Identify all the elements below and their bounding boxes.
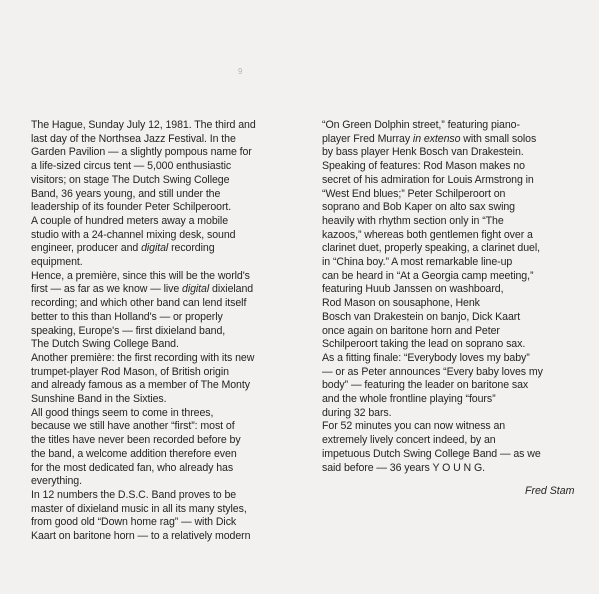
text-line [31, 283, 321, 297]
text-run: better to this than Holland's — or properly [31, 310, 223, 323]
italic-text: digital [182, 283, 210, 296]
text-line [322, 379, 597, 393]
text-run: The Dutch Swing College Band. [31, 338, 179, 351]
text-line [31, 420, 321, 434]
text-line [322, 119, 597, 133]
text-run: in “China boy.” A most remarkable line-up [322, 256, 513, 269]
text-run: speaking, Europe's — first dixieland band, [31, 324, 226, 337]
text-run: player Fred Murray [322, 132, 413, 145]
text-run: the band, a welcome addition therefore even [31, 447, 237, 460]
text-line [322, 407, 597, 421]
text-line [322, 133, 597, 147]
text-run: trumpet-player Rod Mason, of British origin [31, 365, 229, 378]
text-run: impetuous Dutch Swing College Band — as we [322, 447, 541, 460]
text-run: Bosch van Drakestein on banjo, Dick Kaart [322, 310, 521, 323]
text-line [31, 530, 321, 544]
text-run: “On Green Dolphin street,” featuring piano- [322, 119, 520, 131]
text-run: from good old “Down home rag” — with Dick [31, 516, 237, 529]
text-line [31, 352, 321, 366]
text-run: once again on baritone horn and Peter [322, 324, 500, 337]
text-line [322, 215, 597, 229]
text-run: All good things seem to come in threes, [31, 406, 214, 419]
text-run: because we still have another “first”: most of [31, 420, 235, 433]
text-line [31, 379, 321, 393]
text-run: for the most dedicated fan, who already has [31, 461, 234, 474]
text-line [31, 160, 321, 174]
text-line [31, 475, 321, 489]
text-run: secret of his admiration for Louis Armstrong in [322, 173, 534, 186]
text-run: last day of the Northsea Jazz Festival. In the [31, 132, 236, 145]
text-run: Hence, a première, since this will be the world's [31, 269, 250, 282]
text-line [31, 215, 321, 229]
text-run: heavily with rhythm section only in “The [322, 214, 504, 227]
text-line [322, 311, 597, 325]
text-line [322, 201, 597, 215]
text-line [322, 270, 597, 284]
text-run: can be heard in “At a Georgia camp meeting,” [322, 269, 534, 282]
text-run: studio with a 24-channel mixing desk, sound [31, 228, 236, 241]
text-line [322, 338, 597, 352]
text-line [31, 393, 321, 407]
text-line [31, 174, 321, 188]
text-run: equipment. [31, 256, 83, 269]
text-line [31, 407, 321, 421]
text-run: recording [168, 242, 215, 255]
text-run: said before — 36 years Y O U N G. [322, 461, 486, 474]
italic-text: digital [141, 242, 169, 255]
text-line [322, 434, 597, 448]
text-run: Schilperoort taking the lead on soprano sax. [322, 338, 526, 351]
text-line [31, 188, 321, 202]
text-line [31, 434, 321, 448]
text-line [322, 366, 597, 380]
text-run: Kaart on baritone horn — to a relatively modern [31, 530, 251, 543]
text-line [31, 229, 321, 243]
left-text-column [31, 119, 321, 544]
text-run: visitors; on stage The Dutch Swing College [31, 173, 230, 186]
text-line [31, 462, 321, 476]
text-line [322, 297, 597, 311]
text-run: first — as far as we know — live [31, 283, 183, 296]
text-run: soprano and Bob Kaper on alto sax swing [322, 201, 515, 214]
text-run: everything. [31, 475, 82, 488]
text-line [322, 420, 597, 434]
text-line [322, 242, 597, 256]
text-run: and the whole frontline playing “fours” [322, 393, 496, 406]
text-line [31, 503, 321, 517]
text-run: and already famous as a member of The Monty [31, 379, 250, 392]
text-run: extremely lively concert indeed, by an [322, 434, 496, 447]
text-line [31, 133, 321, 147]
text-line [31, 448, 321, 462]
text-run: Band, 36 years young, and still under the [31, 187, 221, 200]
text-run: with small solos [460, 132, 537, 145]
text-line [322, 325, 597, 339]
italic-text: in extenso [412, 132, 461, 145]
text-run: leadership of its founder Peter Schilperoort. [31, 201, 232, 214]
text-line [322, 146, 597, 160]
text-line [31, 242, 321, 256]
text-line [322, 448, 597, 462]
text-line [31, 325, 321, 339]
text-line [31, 311, 321, 325]
text-line [322, 256, 597, 270]
text-line [322, 188, 597, 202]
text-run: a life-sized circus tent — 5,000 enthusiastic [31, 160, 232, 173]
text-line [31, 119, 321, 133]
text-run: featuring Huub Janssen on washboard, [322, 283, 504, 296]
text-run: “West End blues;” Peter Schilperoort on [322, 187, 506, 200]
text-run: dixieland [209, 283, 254, 296]
text-run: The Hague, Sunday July 12, 1981. The third and [31, 119, 256, 131]
text-line [31, 338, 321, 352]
text-run: In 12 numbers the D.S.C. Band proves to be [31, 488, 237, 501]
text-run: clarinet duet, properly speaking, a clarinet duel, [322, 242, 541, 255]
text-run: engineer, producer and [31, 242, 142, 255]
text-run: recording; and which other band can lend itself [31, 297, 247, 310]
text-line [322, 160, 597, 174]
text-run: Sunshine Band in the Sixties. [31, 393, 167, 406]
text-run: master of dixieland music in all its many styles, [31, 502, 247, 515]
text-line [31, 366, 321, 380]
text-run: A couple of hundred meters away a mobile [31, 214, 229, 227]
text-line [31, 297, 321, 311]
text-line [31, 516, 321, 530]
text-line [31, 256, 321, 270]
text-line [31, 146, 321, 160]
text-run: body” — featuring the leader on baritone sax [322, 379, 529, 392]
text-run: during 32 bars. [322, 406, 392, 419]
text-run: the titles have never been recorded before by [31, 434, 241, 447]
text-line [322, 229, 597, 243]
text-line [31, 489, 321, 503]
author-signature: Fred Stam [525, 485, 575, 497]
text-run: For 52 minutes you can now witness an [322, 420, 506, 433]
text-line [322, 462, 597, 476]
page-number: 9 [238, 67, 243, 76]
text-run: Garden Pavilion — a slightly pompous name for [31, 146, 252, 159]
text-line [322, 174, 597, 188]
text-run: Another première: the first recording with its new [31, 351, 255, 364]
text-run: — or as Peter announces “Every baby loves my [322, 365, 543, 378]
text-line [322, 352, 597, 366]
text-line [322, 283, 597, 297]
right-text-column [322, 119, 597, 475]
text-run: Rod Mason on sousaphone, Henk [322, 297, 480, 310]
text-line [322, 393, 597, 407]
text-run: Speaking of features: Rod Mason makes no [322, 160, 525, 173]
text-run: by bass player Henk Bosch van Drakestein. [322, 146, 524, 159]
text-line [31, 270, 321, 284]
text-line [31, 201, 321, 215]
text-run: As a fitting finale: “Everybody loves my baby” [322, 351, 530, 364]
text-run: kazoos,” whereas both gentlemen fight over a [322, 228, 533, 241]
